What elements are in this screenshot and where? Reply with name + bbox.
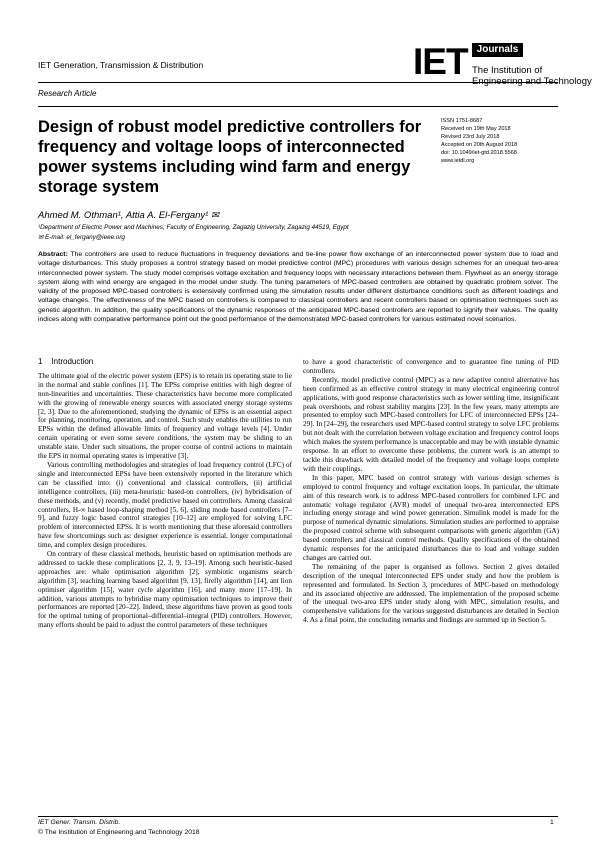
paragraph: Recently, model predictive control (MPC) as a new adaptive control alternative has been confirmed as an effective control strategy in many electrical engineering control applications, with good response characteristics such as lower settling time, insignificant peak overshoots, and robust stability margins [23]. In the few years, many attempts are presented to employ such MPC-based controllers for LFC of interconnected EPSs [24–29]. In [24–29], the researchers used MPC-based control strategy to solve LFC problems but not dealt with the correlation between voltage excitation and frequency control loops which makes the system performance is unacceptable and may be with unstable dynamic response. In an effort to overcome these problems, the current work is an attempt to tackle this drawback with detailed model of the frequency and voltage loops complete with their couplings.: [303, 375, 559, 473]
corresponding-email[interactable]: ✉ E-mail: el_fergany@ieee.org: [38, 234, 125, 241]
paragraph: The remaining of the paper is organised as follows. Section 2 gives detailed description of the unequal interconnected EPS under study and how the problem is represented and formulated. In Section 3, procedures of MPC-based on methodology and its associated objective are addressed. The implementation of the proposed scheme of the unequal two-area EPS under study along with MPC, simulation results, and comprehensive validations for the various suggested disturbances are detailed in Section 4. As a final point, the concluding remarks and findings are summed up in Section 5.: [303, 562, 559, 625]
doi[interactable]: doi: 10.1049/iet-gtd.2018.5568: [441, 150, 517, 156]
header-rule-bottom: [38, 106, 558, 107]
logo-institution-line1: The Institution of: [472, 65, 543, 76]
abstract: [38, 250, 558, 324]
body-column-right: [303, 358, 559, 625]
received-date: Received on 19th May 2018: [441, 126, 511, 132]
paragraph: to have a good characteristic of convergence and to guarantee fine tuning of PID controllers.: [303, 358, 559, 375]
article-meta: [441, 117, 561, 165]
logo-journals-badge: Journals: [472, 43, 523, 57]
accepted-date: Accepted on 20th August 2018: [441, 142, 518, 148]
footer-journal-citation: IET Gener. Transm. Distrib.: [38, 819, 121, 826]
revised-date: Revised 23rd July 2018: [441, 134, 500, 140]
journal-url[interactable]: www.ietdl.org: [441, 158, 475, 164]
logo-letters: IET: [413, 41, 468, 82]
affiliation: ¹Department of Electric Power and Machines, Faculty of Engineering, Zagazig University, Zagazig 44519, Egypt: [38, 224, 349, 231]
body-column-left: [38, 358, 292, 630]
section-heading: [38, 358, 292, 367]
page-number: 1: [550, 819, 554, 826]
paragraph: On contrary of these classical methods, heuristic based on optimisation methods are addressed to tackle these complications [2, 3, 9, 13–19]. Among such heuristic-based approaches are: whale optimisation algorithm [2], symbiotic organisms search algorithm [3], teaching learning based algorithm [9, 13], firefly algorithm [14], ant lion optimiser algorithm [15], water cycle algorithm [16], and many more [17–19]. In addition, various attempts to hybridise many optimisation techniques to improve their performances are reported [20–22]. Indeed, these algorithms have proven as good tools for the optimal tuning of proportional–differential–integral (PID) controllers. However, many efforts should be paid to adjust the control parameters of these techniques: [38, 550, 292, 630]
paragraph: Various controlling methodologies and strategies of load frequency control (LFC) of single and interconnected EPSs have been extensively reported in the literature which can be classified into: (i) conventional and classical controllers, (ii) artificial intelligence controllers, (iii) meta-heuristic based-on controllers, (iv) hybridisation of these methods, and (v) recently, model predictive based on controllers. Among classical controllers, H-∞ based loop-shaping method [5, 6], sliding mode based controllers [7–9], and fuzzy logic based control strategies [10–12] are employed for solving LFC problem of interconnected EPSs. It is worth mentioning that these aforesaid controllers have few shortcomings such as: designer experience is essential, longer computational time, and complex design procedures.: [38, 460, 292, 550]
article-title: Design of robust model predictive controllers for frequency and voltage loops of interconnected power systems including wind farm and energy storage system: [38, 118, 422, 196]
abstract-label: Abstract:: [38, 251, 68, 258]
journal-name: IET Generation, Transmission & Distribution: [38, 60, 204, 70]
abstract-text: The controllers are used to reduce fluctuations in frequency deviations and tie-line power flow exchange of an interconnected power system due to load and voltage disturbances. This study proposes a control strategy based on model predictive control (MPC) procedures with various design schemes for an unequal two-area interconnected power system. The study model comprises voltage excitation and frequency loops with necessary interactions between them. Flywheel as an energy storage system along with wind energy are engaged in the model under study. The tuning parameters of MPC-based controllers are obtained by quadratic problem solver. The validity of the proposed MPC-based controllers is extensively confirmed using the simulation results under different disturbance conditions such as different loadings and voltage changes. The effectiveness of the MPC based on controllers is compared to classical controllers and recent controllers based on optimisation techniques such as genetic algorithm. In addition, the quality specifications of the dynamic responses of the anticipated MPC-based controllers are reported to signify their values. The quality indices along with comparative performance point out the good performance of the demonstrated MPC-based controllers for various estimated novel scenarios.: [38, 251, 558, 324]
issn: ISSN 1751-8687: [441, 118, 483, 124]
logo-institution-line2: Engineering and Technology: [472, 76, 592, 87]
section-title: Introduction: [51, 357, 94, 366]
section-number: 1: [38, 357, 43, 366]
paragraph: In this paper, MPC based on control strategy with various design schemes is employed to control frequency and voltage excitation loops. In particular, the ultimate aim of this research work is to address MPC-based controllers for combined LFC and automatic voltage regulator (AVR) model of unequal two-area interconnected EPS including energy storage and wind power generation. Simulink model is made for the purpose of numerical dynamic simulations. Simulation studies are performed to appraise the proposed control scheme with subsequent comparisons with genetic algorithm (GA) based controllers and classical control methods. Quality specifications of the obtained dynamic responses for the anticipated disturbances due to load and voltage sudden changes are carried out.: [303, 473, 559, 562]
author-list: Ahmed M. Othman¹, Attia A. El-Fergany¹ ✉: [38, 210, 219, 221]
footer-copyright: © The Institution of Engineering and Technology 2018: [38, 829, 200, 836]
article-type: Research Article: [38, 89, 97, 98]
paragraph: The ultimate goal of the electric power system (EPS) is to retain its operating state to lie in the normal and stable confines [1]. The EPSs comprise entities with high degree of non-linearities and uncertainties. These characteristics have become more complicated with the growing of renewable energy sources with associated energy storage systems [2, 3]. Due to the aforementioned, studying the dynamic of EPSs is an essential aspect for planning, monitoring, operation, and control. Such study enables the utilities to run EPSs within the defined allowable limits of frequency and voltage levels [4]. Under certain operating or even some severe conditions, the system may be sliding to an unstable state. Under such situations, the proper course of control actions to maintain the EPS in normal operating states is imperative [3].: [38, 371, 292, 461]
footer-rule: [38, 816, 558, 817]
iet-journals-logo: [413, 41, 592, 99]
